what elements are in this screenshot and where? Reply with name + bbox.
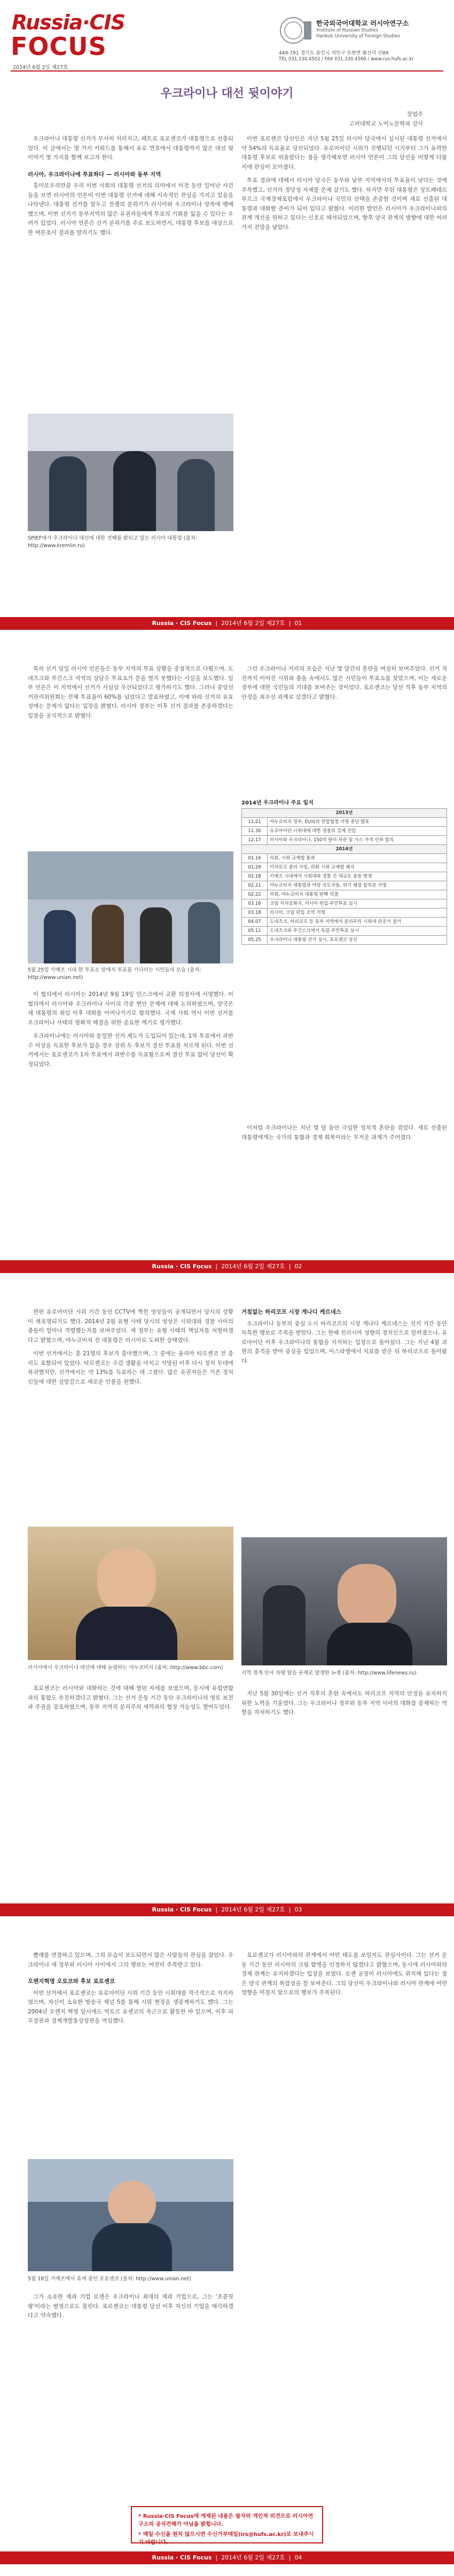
schedule-table xyxy=(241,808,447,945)
schedule-caption: 2014년 우크라이나 주요 일지 xyxy=(241,800,314,806)
page4-column-left-lower xyxy=(28,2293,233,2410)
masthead xyxy=(0,0,454,69)
page-footer-text: Russia · CIS Focus | 2014년 6월 2일 제27호 | 03 xyxy=(152,1906,302,1913)
schedule-year-row xyxy=(242,809,447,818)
author-name: 장엽주 xyxy=(406,111,423,117)
schedule-row xyxy=(242,827,447,836)
schedule-event: 야누코비치 정부, EU와의 연합협정 서명 중단 발표 xyxy=(268,818,447,827)
footer-page-number: 04 xyxy=(294,2554,302,2561)
page-1 xyxy=(0,0,454,643)
page3-column-right-lower xyxy=(241,1689,447,1892)
footer-label: Russia · CIS Focus xyxy=(152,1263,212,1270)
author-role: 고려대학교 노어노문학과 강사 xyxy=(349,121,423,127)
schedule-row xyxy=(242,936,447,945)
paragraph: 투표 결과에 대해서 러시아 당국은 동부와 남부 지역에서의 투표율이 낮다는 것에 주목했고, 선거의 정당성 자체를 문제 삼기도 했다. 하지만 푸틴 대통령은 상트페테르부르크 국제경제포럼에서 우크라이나 국민의 선택을 존중할 것이며 새로 선출된 대통령과 대화할 준비가 되어 있다고 밝혔다. 이러한 발언은 러시아가 우크라이나와의 관계 개선을 원하고 있다는 신호로 해석되었으며, 향후 양국 관계의 방향에 대한 여러 가지 전망을 낳았다. xyxy=(241,177,447,231)
schedule-row xyxy=(242,872,447,881)
logo-focus: FOCUS xyxy=(11,32,107,61)
schedule-row xyxy=(242,836,447,845)
schedule-row xyxy=(242,890,447,899)
university-emblem-icon xyxy=(279,16,313,45)
schedule-date: 05.11 xyxy=(242,927,268,936)
schedule-date: 11.21 xyxy=(242,818,268,827)
paragraph: 우크라이나에는 러시아와 동일한 선거 제도가 도입되어 있는데, 1차 투표에서 과반수 이상을 득표한 후보가 없을 경우 상위 두 후보가 결선 투표를 치르게 된다. 이번 선거에서는 포로셴코가 1차 투표에서 과반수를 득표함으로써 결선 투표 없이 당선이 확정되었다. xyxy=(28,1033,233,1068)
schedule-event: 우크라이나 대통령 선거 실시, 포로셴코 당선 xyxy=(268,936,447,945)
footer-issue: 2014년 6월 2일 제27호 xyxy=(221,1263,285,1270)
footer-issue: 2014년 6월 2일 제27호 xyxy=(221,620,285,627)
paragraph: 그가 소유한 제과 기업 로셴은 우크라이나 최대의 제과 기업으로, 그는 '초콜릿 왕'이라는 별명으로도 불린다. 포로셴코는 대통령 당선 이후 자신의 기업을 매각하겠다고 약속했다. xyxy=(28,2294,233,2319)
photo-poroshenko-rally xyxy=(28,2159,233,2271)
page-2 xyxy=(0,643,454,1286)
schedule-event: 도네츠크, 하리코프 등 동부 지역에서 분리주의 시위대 관공서 점거 xyxy=(268,918,447,927)
photo-caption: 지역 정계 인사 차량 탑승 문제로 발생한 논쟁 (출처: http://www.lifenews.ru) xyxy=(241,1670,417,1676)
notice-disclaimer: * Russia·CIS Focus에 게재된 내용은 필자의 개인적 의견으로 러시아연구소의 공식견해가 아님을 밝힙니다. xyxy=(138,2514,314,2527)
article-title: 우크라이나 대선 뒷이야기 xyxy=(160,87,294,100)
notice-unsubscribe: * 메일 수신을 원치 않으시면 수신거부메일(irs@hufs.ac.kr)로 보내주시기 바랍니다. xyxy=(138,2532,314,2546)
page2-column-left-lower xyxy=(28,990,233,1246)
institute-contact: TEL 031.330.4502 / FAX 031.330.4560 / www.rus.hufs.ac.kr xyxy=(279,57,414,62)
schedule-date: 12.17 xyxy=(242,836,268,845)
schedule-date: 01.28 xyxy=(242,863,268,872)
paragraph: 그런 우크라이나 거리의 모습은 지난 몇 달간의 혼란을 여실히 보여주었다. 선거 직전까지 이어진 시위와 충돌 속에서도 많은 시민들이 투표소를 찾았으며, 이는 새로운 정부에 대한 국민들의 기대를 보여주는 것이었다. 포로셴코는 당선 직후 동부 지역의 안정을 최우선 과제로 삼겠다고 밝혔다. xyxy=(241,666,447,700)
schedule-row xyxy=(242,881,447,890)
paragraph: 빨래를 연결하고 있으며, 그의 모습이 보도되면서 많은 사람들의 관심을 끌었다. 우크라이나 새 정부와 러시아 사이에서 그의 행보는 여전히 주목받고 있다. xyxy=(28,1952,233,1968)
page2-column-left xyxy=(28,665,233,857)
schedule-row xyxy=(242,918,447,927)
paragraph: 한편 유로마이단 시위 기간 동안 CCTV에 찍힌 영상들이 공개되면서 당시의 상황이 재조명되기도 했다. 2014년 2월 유혈 사태 당시의 영상은 시위대와 경찰 사이의 충돌이 얼마나 격렬했는지를 보여주었다. 새 정부는 유혈 사태의 책임자를 처벌하겠다고 밝혔으며, 야누코비치 전 대통령은 러시아로 도피한 상태였다. xyxy=(28,1309,233,1344)
schedule-event: 아자로프 총리 사임, 의회 시위 규제법 폐지 xyxy=(268,863,447,872)
footer-page-number: 01 xyxy=(294,620,302,627)
section-heading: 러시아, 우크라이나에 투표하다 — 러시아와 동부 지역 xyxy=(28,171,161,178)
schedule-year: 2013년 xyxy=(242,809,447,818)
schedule-row xyxy=(242,899,447,908)
schedule-date: 04.07 xyxy=(242,918,268,927)
section-heading: 거침없는 하리코프 시장 게나디 케르네스 xyxy=(241,1309,342,1315)
institute-name-en-1: Institute of Russian Studies xyxy=(316,28,378,33)
schedule-event: 의회, 야누코비치 대통령 탄핵 의결 xyxy=(268,890,447,899)
photo-caption: 5월 25일 키예프 시내 한 투표소 앞에서 투표를 기다리는 시민들의 모습 (출처: http://www.unian.net) xyxy=(28,967,201,981)
schedule-event: 야누코비치 대통령과 야당 지도자들, 위기 해결 합의문 서명 xyxy=(268,881,447,890)
schedule-event: 키예프 시내에서 시위대와 경찰 간 대규모 충돌 발생 xyxy=(268,872,447,881)
schedule-event: 의회, 시위 규제법 통과 xyxy=(268,854,447,863)
schedule-row xyxy=(242,908,447,918)
page3-column-left-lower xyxy=(28,1684,233,1892)
schedule-table-box xyxy=(241,798,447,945)
paragraph: 이번 선거에서는 총 21명의 후보가 출마했으며, 그 중에는 율리아 티모셴코 전 총리도 포함되어 있었다. 티모셴코는 수감 생활을 마치고 석방된 이후 다시 정치 무대에 복귀했지만, 선거에서는 약 13%를 득표하는 데 그쳤다. 많은 유권자들은 기존 정치인들에 대한 실망감으로 새로운 인물을 원했다. xyxy=(28,1350,233,1385)
schedule-row xyxy=(242,863,447,872)
footer-page-number: 03 xyxy=(294,1906,302,1913)
section-heading: 오렌지혁명 오로코와 후보 포로셴코 xyxy=(28,1978,115,1985)
schedule-date: 11.30 xyxy=(242,827,268,836)
paragraph: 흥미로우리만큼 우리 이번 사회의 대통령 선거의 의미에서 이것 동안 일어난 사건들을 보면 러시아의 언론이 이번 대통령 선거에 대해 지속적인 관심을 가지고 있음을 나타낸다. 대통령 선거를 앞두고 전쟁의 분위기가 러시아와 우크라이나 양측에 팽배했으며, 이번 선거가 동부지역의 많은 유권자들에게 투표의 기회를 잃을 수 있다는 우려가 있었다. 러시아 언론은 선거 분위기를 주로 보도하면서, 대통령 후보를 대상으로 한 여론조사 결과를 알리기도 했다. xyxy=(28,183,233,236)
paragraph: 우크라이나 대통령 선거가 무사히 치러지고, 페트로 포로셴코가 대통령으로 선출되었다. 이 글에서는 몇 가지 키워드를 통해서 유로 면호에서 대통령까지 많은 대선 뒷이야기 몇 가지를 함께 보고자 한다. xyxy=(28,136,233,161)
schedule-row xyxy=(242,927,447,936)
footer-label: Russia · CIS Focus xyxy=(152,620,212,627)
schedule-event: 크림 자치공화국, 러시아 편입 주민투표 실시 xyxy=(268,899,447,908)
page-footer-text: Russia · CIS Focus | 2014년 6월 2일 제27호 | 01 xyxy=(152,620,302,627)
schedule-year: 2014년 xyxy=(242,845,447,854)
page-3 xyxy=(0,1286,454,1930)
page4-column-right xyxy=(241,1951,447,2095)
schedule-event: 러시아와 우크라이나, 150억 달러 차관 및 가스 가격 인하 합의 xyxy=(268,836,447,845)
schedule-date: 01.16 xyxy=(242,854,268,863)
footer-label: Russia · CIS Focus xyxy=(152,1906,212,1913)
schedule-date: 03.18 xyxy=(242,908,268,918)
issue-date: 2014년 6월 2일 제27호 xyxy=(13,65,68,70)
footer-issue: 2014년 6월 2일 제27호 xyxy=(221,1906,285,1913)
paragraph: 포로셴코가 러시아와의 관계에서 어떤 태도를 보일지도 관심사이다. 그는 선거 운동 기간 동안 러시아의 크림 합병을 인정하지 않겠다고 밝혔으며, 동시에 러시아와의 경제 관계는 유지하겠다는 입장을 보였다. 로셴 공장이 러시아에도 위치해 있다는 점은 양국 관계의 복잡성을 잘 보여준다. 그의 당선이 우크라이나와 러시아 관계에 어떤 영향을 미칠지 앞으로의 행보가 주목된다. xyxy=(241,1952,447,1996)
schedule-row xyxy=(242,854,447,863)
schedule-date: 02.21 xyxy=(242,881,268,890)
paragraph: 이번 포로셴코 당선인은 지난 5월 25일 러시아 당국에서 실시된 대통령 선거에서 약 54%의 득표율로 당선되었다. 유로마이단 시위가 진행되던 시기부터 그가 유력한 대통령 후보로 떠올랐다는 점을 생각해보면 러시아 언론이 그의 당선을 어떻게 다룰지에 관심이 모아졌다. xyxy=(241,136,447,170)
schedule-date: 03.16 xyxy=(242,899,268,908)
paragraph: 지난 5월 30일에는 선거 직후의 혼란 속에서도 하리코프 지역의 안정을 유지하기 위한 노력을 기울였다. 그는 우크라이나 정부와 동부 지역 사이의 대화를 중재하는 역할을 자처하기도 했다. xyxy=(241,1690,447,1716)
paragraph: 이번 선거에서 포로셴코는 유로마이단 시위 기간 동안 시위대를 적극적으로 지지하였으며, 자신이 소유한 방송국 채널 5를 통해 시위 현장을 생중계하기도 했다. 그는 2004년 오렌지 혁명 당시에도 빅토르 유셴코의 측근으로 활동한 바 있으며, 이후 외무장관과 경제개발통상장관을 역임했다. xyxy=(28,1989,233,2024)
page-4 xyxy=(0,1930,454,2576)
page-footer-text: Russia · CIS Focus | 2014년 6월 2일 제27호 | 02 xyxy=(152,1263,302,1270)
page2-column-right xyxy=(241,665,447,814)
schedule-date: 05.25 xyxy=(242,936,268,945)
institute-name: 한국외국어대학교 러시아연구소 xyxy=(316,19,409,27)
paragraph: 이처럼 우크라이나는 지난 몇 달 동안 극심한 정치적 혼란을 겪었다. 새로 선출된 대통령에게는 국가의 통합과 경제 회복이라는 무거운 과제가 주어졌다. xyxy=(241,1125,447,1141)
photo-yanukovych xyxy=(28,1527,233,1660)
footer-issue: 2014년 6월 2일 제27호 xyxy=(221,2554,285,2561)
institute-name-en-2: Hankuk University of Foreign Studies xyxy=(316,34,400,39)
logo-russia-cis: Russia·CIS xyxy=(12,11,125,34)
paragraph: 특히 선거 당일 러시아 언론들은 동부 지역의 투표 상황을 중점적으로 다뤘으며, 도네츠크와 루간스크 지역의 상당수 투표소가 문을 열지 못했다는 사실을 보도했다. 일부 언론은 이 지역에서 선거가 사실상 무산되었다고 평가하기도 했다. 그러나 중앙선거관리위원회는 전체 투표율이 60%를 넘었다고 발표하였고, 이에 따라 선거의 유효성에는 문제가 없다는 입장을 밝혔다. 러시아 정부는 이후 선거 결과를 존중하겠다는 입장을 공식적으로 밝혔다. xyxy=(28,666,233,719)
page3-column-right xyxy=(241,1308,447,1537)
page2-column-right-lower xyxy=(241,1124,447,1246)
institute-address: 449-791 경기도 용인시 처인구 모현면 왕산리 산89 xyxy=(279,51,389,56)
schedule-event: 러시아, 크림 편입 조약 서명 xyxy=(268,908,447,918)
paragraph: 포로셴코는 러시아와 대화하는 것에 대해 열린 자세를 보였으며, 동시에 유럽연합과의 통합도 추진하겠다고 밝혔다. 그는 선거 운동 기간 동안 우크라이나의 영토 보전과 주권을 강조하였으며, 동부 지역의 분리주의 세력과의 협상 가능성도 열어두었다. xyxy=(28,1685,233,1710)
photo-caption: SPIEF에서 우크라이나 대선에 대한 견해를 밝히고 있는 러시아 대통령 (출처: http://www.kremlin.ru) xyxy=(28,535,198,549)
page1-column-right xyxy=(241,135,447,604)
schedule-event: 도네츠크와 루간스크에서 독립 주민투표 실시 xyxy=(268,927,447,936)
photo-putin-spief xyxy=(28,414,233,531)
schedule-date: 02.22 xyxy=(242,890,268,899)
photo-kernes-argument xyxy=(241,1537,447,1665)
footer-page-number: 02 xyxy=(294,1263,302,1270)
paragraph: 이 협의에서 러시아는 2014년 9월 19일 민스크에서 교환 의정서에 서명했다. 이 협의에서 러시아와 우크라이나 사이의 각종 현안 문제에 대해 논의하였으며, 양국은 새 대통령의 취임 이후 대화를 이어나가기로 합의했다. 국제 사회 역시 이번 선거를 우크라이나 사태의 평화적 해결을 위한 중요한 계기로 평가했다. xyxy=(28,991,233,1026)
photo-kyiv-polling xyxy=(28,851,233,963)
page3-column-left xyxy=(28,1308,233,1521)
notice-box xyxy=(131,2506,323,2546)
schedule-year-row xyxy=(242,845,447,854)
schedule-row xyxy=(242,818,447,827)
photo-caption: 러시아에서 우크라이나 대선에 대해 논평하는 야누코비치 (출처: http://www.bbc.com) xyxy=(28,1665,223,1671)
schedule-event: 유로마이단 시위대에 대한 경찰의 강제 진압 xyxy=(268,827,447,836)
paragraph: 우크라이나 동부의 중심 도시 하리코프의 시장 게나디 케르네스는 선거 기간 동안 독특한 행보로 주목을 받았다. 그는 한때 친러시아 성향의 정치인으로 알려졌으나, 유로마이단 이후 우크라이나의 통합을 지지하는 입장으로 돌아섰다. 그는 지난 4월 괴한의 총격을 받아 중상을 입었으며, 이스라엘에서 치료를 받은 뒤 하리코프로 돌아왔다. xyxy=(241,1320,447,1364)
footer-label: Russia · CIS Focus xyxy=(152,2554,212,2561)
photo-caption: 5월 18일 키예프에서 유세 중인 포로셴코 (출처: http://www.unian.net) xyxy=(28,2276,191,2282)
page1-column-left xyxy=(28,135,233,604)
page-footer-text: Russia · CIS Focus | 2014년 6월 2일 제27호 | 04 xyxy=(152,2554,302,2561)
header-rule xyxy=(11,70,443,72)
page4-column-left xyxy=(28,1951,233,2156)
schedule-date: 02.18 xyxy=(242,872,268,881)
